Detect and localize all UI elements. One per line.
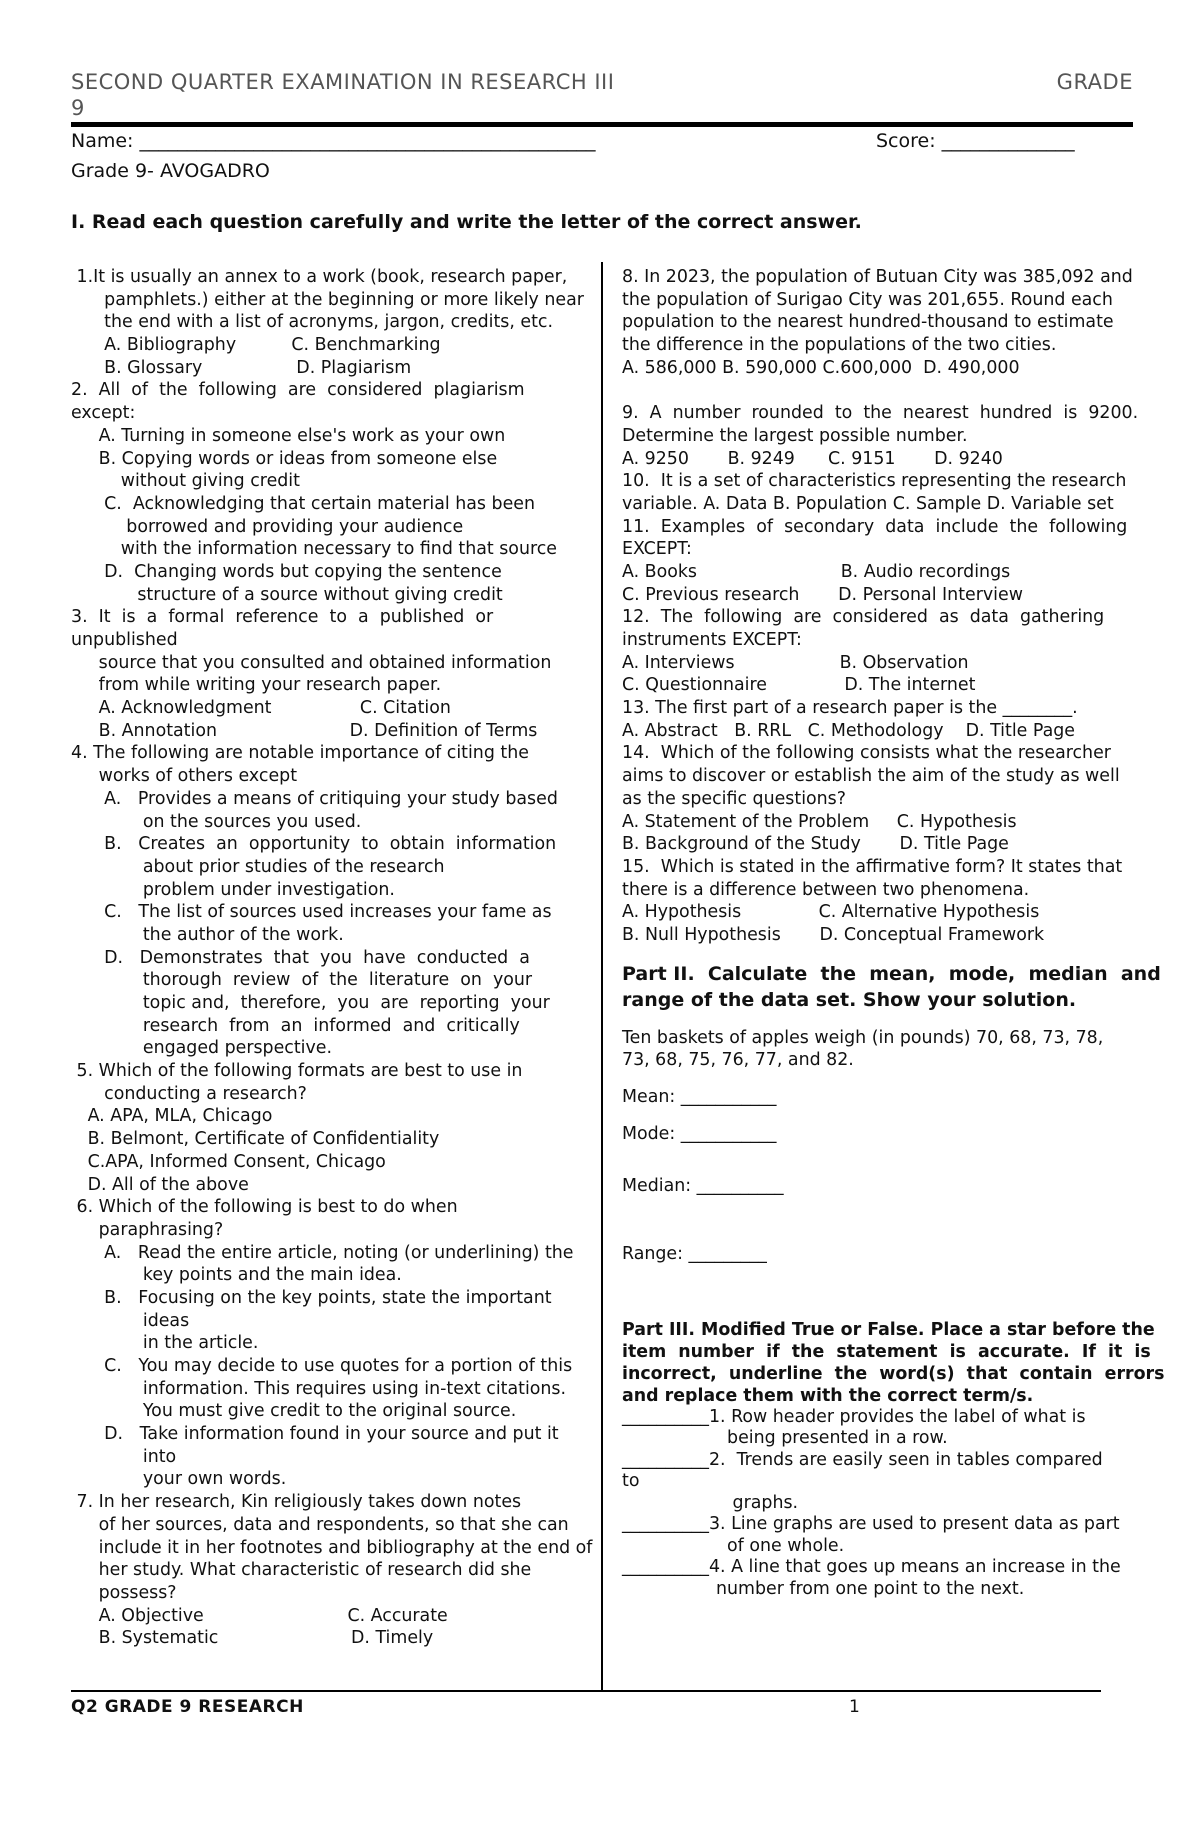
- answer-choice: A. Acknowledgment C. Citation: [71, 698, 451, 719]
- question-line: 15. Which is stated in the affirmative form? It states that: [622, 856, 1123, 877]
- answer-choice: A. 586,000 B. 590,000 C.600,000 D. 490,000: [622, 357, 1020, 378]
- answer-choice: into: [71, 1446, 177, 1467]
- question-line: there is a difference between two phenomena.: [622, 879, 1030, 900]
- left-column: [71, 266, 593, 1650]
- question-line: 9. A number rounded to the nearest hundred is 9200.: [622, 403, 1139, 424]
- answer-choice: variable. A. Data B. Population C. Sample D. Variable set: [622, 493, 1114, 514]
- answer-choice: B. Glossary D. Plagiarism: [71, 357, 412, 378]
- answer-choice: B. Focusing on the key points, state the important: [71, 1287, 552, 1308]
- answer-choice: A. APA, MLA, Chicago: [71, 1106, 273, 1127]
- answer-choice: A. Abstract B. RRL C. Methodology D. Title Page: [622, 720, 1075, 741]
- answer-choice: C. Questionnaire D. The internet: [622, 675, 976, 696]
- question-line: 8. In 2023, the population of Butuan City was 385,092 and: [622, 267, 1133, 287]
- answer-choice: C. You may decide to use quotes for a portion of this: [71, 1356, 573, 1376]
- answer-choice: D. All of the above: [71, 1174, 249, 1195]
- answer-choice: problem under investigation.: [71, 879, 395, 900]
- question-line: 13. The first part of a research paper is the ________.: [622, 698, 1078, 719]
- question-line: source that you consulted and obtained information: [71, 652, 552, 673]
- answer-choice: D. Changing words but copying the sentence: [71, 561, 502, 582]
- question-line: as the specific questions?: [622, 788, 846, 809]
- exam-title: [71, 70, 1133, 94]
- question-line: population to the nearest hundred-thousand to estimate: [622, 312, 1114, 333]
- question-line: works of others except: [71, 766, 298, 787]
- answer-choice: with the information necessary to find that source: [71, 539, 557, 560]
- answer-choice: on the sources you used.: [71, 811, 362, 832]
- question-line: EXCEPT:: [622, 539, 692, 560]
- answer-choice: A. Hypothesis C. Alternative Hypothesis: [622, 902, 1040, 923]
- true-false-item: number from one point to the next.: [622, 1578, 1025, 1599]
- true-false-item[interactable]: __________4. A line that goes up means an increase in the: [622, 1557, 1121, 1578]
- true-false-item: graphs.: [622, 1492, 799, 1513]
- answer-choice: B. Copying words or ideas from someone else: [71, 448, 498, 469]
- question-line: unpublished: [71, 630, 178, 650]
- true-false-item[interactable]: __________3. Line graphs are used to present data as part: [622, 1514, 1120, 1535]
- question-line: 10. It is a set of characteristics representing the research: [622, 471, 1127, 492]
- question-line: the difference in the populations of the two cities.: [622, 335, 1057, 356]
- answer-choice: A. Interviews B. Observation: [622, 652, 969, 673]
- question-line: 12. The following are considered as data gathering: [622, 607, 1105, 628]
- answer-choice: A. Bibliography C. Benchmarking: [71, 335, 441, 356]
- question-line: 14. Which of the following consists what the researcher: [622, 743, 1111, 764]
- question-line: instruments EXCEPT:: [622, 630, 802, 650]
- answer-choice: B. Annotation D. Definition of Terms: [71, 720, 538, 741]
- question-line: 11. Examples of secondary data include the following: [622, 516, 1128, 537]
- true-false-item[interactable]: __________2. Trends are easily seen in tables compared: [622, 1449, 1103, 1470]
- answer-choice: information. This requires using in-text citations.: [71, 1378, 567, 1399]
- mean-answer-field[interactable]: Mean: ___________: [622, 1087, 777, 1107]
- question-line: 6. Which of the following is best to do when: [71, 1197, 458, 1218]
- header-divider: [71, 122, 1133, 127]
- part3-heading: incorrect, underline the word(s) that contain errors: [622, 1363, 1165, 1384]
- question-line: except:: [71, 403, 136, 424]
- answer-choice: your own words.: [71, 1469, 287, 1490]
- answer-choice: thorough review of the literature on your: [71, 970, 533, 991]
- question-line: 7. In her research, Kin religiously takes down notes: [71, 1492, 522, 1513]
- question-line: 5. Which of the following formats are best to use in: [71, 1061, 523, 1082]
- question-line: 4. The following are notable importance of citing the: [71, 743, 529, 764]
- answer-choice: borrowed and providing your audience: [71, 516, 464, 537]
- question-line: aims to discover or establish the aim of the study as well: [622, 766, 1120, 787]
- part3-heading: and replace them with the correct term/s.: [622, 1385, 1034, 1406]
- part2-heading: range of the data set. Show your solution.: [622, 988, 1077, 1011]
- answer-choice: structure of a source without giving credit: [71, 584, 503, 605]
- question-line: from while writing your research paper.: [71, 675, 442, 696]
- answer-choice: You must give credit to the original source.: [71, 1401, 517, 1422]
- answer-choice: C. The list of sources used increases your fame as: [71, 902, 552, 923]
- answer-choice: engaged perspective.: [71, 1038, 333, 1059]
- question-line: paraphrasing?: [71, 1219, 224, 1240]
- column-divider: [601, 262, 603, 1690]
- mode-answer-field[interactable]: Mode: ___________: [622, 1123, 777, 1144]
- part1-heading: I. Read each question carefully and write the letter of the correct answer.: [71, 211, 862, 233]
- true-false-item: being presented in a row.: [622, 1428, 948, 1449]
- answer-choice: key points and the main idea.: [71, 1265, 402, 1286]
- answer-choice: ideas: [71, 1310, 190, 1331]
- answer-choice: topic and, therefore, you are reporting your: [71, 993, 550, 1013]
- answer-choice: D. Demonstrates that you have conducted a: [71, 947, 530, 968]
- answer-choice: C. Acknowledging that certain material has been: [71, 493, 535, 514]
- question-line: 3. It is a formal reference to a published or: [71, 607, 494, 628]
- question-line: of her sources, data and respondents, so that she can: [71, 1514, 569, 1535]
- part3-heading: item number if the statement is accurate. If it is: [622, 1341, 1151, 1362]
- data-set-text: 73, 68, 75, 76, 77, and 82.: [622, 1050, 854, 1071]
- answer-choice: C.APA, Informed Consent, Chicago: [71, 1151, 386, 1172]
- name-field[interactable]: Name: ________________________________________________: [71, 130, 596, 152]
- question-line: the end with a list of acronyms, jargon, credits, etc.: [71, 312, 554, 333]
- answer-choice: A. Objective C. Accurate: [71, 1605, 448, 1626]
- right-column: [622, 266, 1165, 1600]
- answer-choice: A. Provides a means of critiquing your study based: [71, 788, 558, 809]
- answer-choice: A. 9250 B. 9249 C. 9151 D. 9240: [622, 448, 1003, 469]
- answer-choice: the author of the work.: [71, 924, 344, 945]
- footer-divider: [71, 1690, 1101, 1692]
- question-line: possess?: [71, 1582, 177, 1603]
- grade-label: GRADE: [1056, 70, 1133, 94]
- answer-choice: C. Previous research D. Personal Interview: [622, 584, 1023, 605]
- answer-choice: B. Systematic D. Timely: [71, 1628, 434, 1649]
- question-line: pamphlets.) either at the beginning or more likely near: [71, 289, 584, 310]
- true-false-item: to: [622, 1471, 640, 1492]
- answer-choice: A. Books B. Audio recordings: [622, 561, 1011, 582]
- true-false-item[interactable]: __________1. Row header provides the label of what is: [622, 1406, 1086, 1427]
- question-line: conducting a research?: [71, 1083, 307, 1104]
- range-answer-field[interactable]: Range: _________: [622, 1244, 767, 1265]
- true-false-item: of one whole.: [622, 1535, 845, 1556]
- question-line: 2. All of the following are considered plagiarism: [71, 380, 525, 401]
- footer-label: Q2 GRADE 9 RESEARCH: [71, 1697, 304, 1717]
- answer-choice: B. Belmont, Certificate of Confidentiality: [71, 1129, 440, 1150]
- answer-choice: D. Take information found in your source and put it: [71, 1424, 559, 1445]
- question-line: include it in her footnotes and bibliography at the end of: [71, 1537, 593, 1558]
- part3-heading: Part III. Modified True or False. Place a star before the: [622, 1319, 1155, 1340]
- grade-number: 9: [71, 96, 85, 120]
- question-line: 1.It is usually an annex to a work (book, research paper,: [71, 267, 568, 287]
- answer-choice: in the article.: [71, 1333, 259, 1354]
- answer-choice: about prior studies of the research: [71, 856, 445, 877]
- answer-choice: without giving credit: [71, 471, 300, 492]
- answer-choice: B. Null Hypothesis D. Conceptual Framework: [622, 924, 1045, 945]
- answer-choice: research from an informed and critically: [71, 1015, 520, 1036]
- answer-choice: B. Creates an opportunity to obtain information: [71, 834, 557, 855]
- question-line: the population of Surigao City was 201,655. Round each: [622, 289, 1113, 310]
- page-number: 1: [849, 1697, 860, 1717]
- question-line: her study. What characteristic of research did she: [71, 1560, 532, 1581]
- part2-heading: Part II. Calculate the mean, mode, median and: [622, 962, 1161, 985]
- answer-choice: B. Background of the Study D. Title Page: [622, 834, 1009, 855]
- answer-choice: A. Statement of the Problem C. Hypothesis: [622, 811, 1017, 832]
- score-field[interactable]: Score: ______________: [876, 130, 1075, 152]
- median-answer-field[interactable]: Median: __________: [622, 1176, 784, 1197]
- answer-choice: A. Turning in someone else's work as your own: [71, 425, 506, 446]
- question-line: Determine the largest possible number.: [622, 425, 968, 446]
- answer-choice: A. Read the entire article, noting (or underlining) the: [71, 1242, 574, 1263]
- data-set-text: Ten baskets of apples weigh (in pounds) 70, 68, 73, 78,: [622, 1027, 1104, 1048]
- exam-title-text: SECOND QUARTER EXAMINATION IN RESEARCH III: [71, 70, 615, 94]
- section-label: Grade 9- AVOGADRO: [71, 160, 270, 182]
